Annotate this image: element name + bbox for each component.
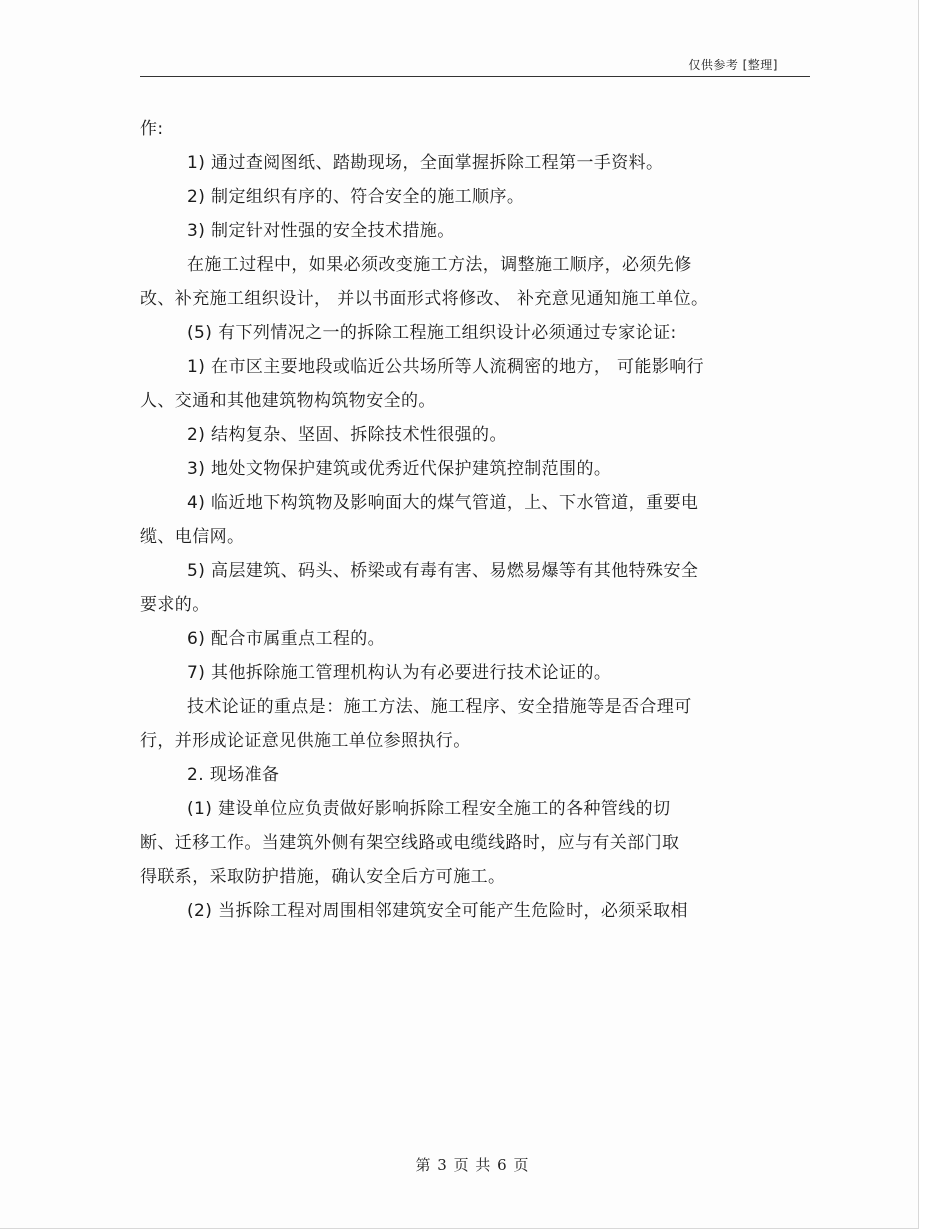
text-line: 改、补充施工组织设计， 并以书面形式将修改、 补充意见通知施工单位。 [140, 289, 709, 309]
text-line: 4) 临近地下构筑物及影响面大的煤气管道，上、下水管道，重要电 [187, 493, 699, 513]
text-line: 3) 制定针对性强的安全技术措施。 [187, 221, 455, 241]
text-line: 3) 地处文物保护建筑或优秀近代保护建筑控制范围的。 [187, 459, 612, 479]
text-line: 2) 制定组织有序的、符合安全的施工顺序。 [187, 187, 525, 207]
text-line: 断、迁移工作。当建筑外侧有架空线路或电缆线路时，应与有关部门取 [140, 833, 680, 853]
text-line: 技术论证的重点是：施工方法、施工程序、安全措施等是否合理可 [187, 697, 692, 717]
page-footer: 第 3 页 共 6 页 [415, 1156, 530, 1174]
text-line: 行，并形成论证意见供施工单位参照执行。 [140, 731, 471, 751]
text-line: 得联系，采取防护措施，确认安全后方可施工。 [140, 867, 506, 887]
text-line: (1) 建设单位应负责做好影响拆除工程安全施工的各种管线的切 [187, 799, 671, 819]
text-line: (5) 有下列情况之一的拆除工程施工组织设计必须通过专家论证: [187, 323, 677, 343]
text-line: 作: [140, 119, 164, 139]
text-line: 6) 配合市属重点工程的。 [187, 629, 386, 649]
body-text [140, 112, 810, 928]
text-line: 5) 高层建筑、码头、桥梁或有毒有害、易燃易爆等有其他特殊安全 [187, 561, 699, 581]
text-line: 要求的。 [140, 595, 210, 615]
section-heading: 2. 现场准备 [187, 765, 280, 785]
text-line: 人、交通和其他建筑物构筑物安全的。 [140, 391, 436, 411]
text-line: 在施工过程中，如果必须改变施工方法，调整施工顺序，必须先修 [187, 255, 692, 275]
text-line: 7) 其他拆除施工管理机构认为有必要进行技术论证的。 [187, 663, 612, 683]
text-line: 2) 结构复杂、坚固、拆除技术性很强的。 [187, 425, 507, 445]
header-note: 仅供参考 [整理] [688, 58, 778, 72]
text-line: 1) 通过查阅图纸、踏勘现场，全面掌握拆除工程第一手资料。 [187, 153, 664, 173]
text-line: 1) 在市区主要地段或临近公共场所等人流稠密的地方， 可能影响行 [187, 357, 705, 377]
text-line: (2) 当拆除工程对周围相邻建筑安全可能产生危险时，必须采取相 [187, 901, 688, 921]
header-rule [140, 76, 810, 77]
text-line: 缆、电信网。 [140, 527, 245, 547]
